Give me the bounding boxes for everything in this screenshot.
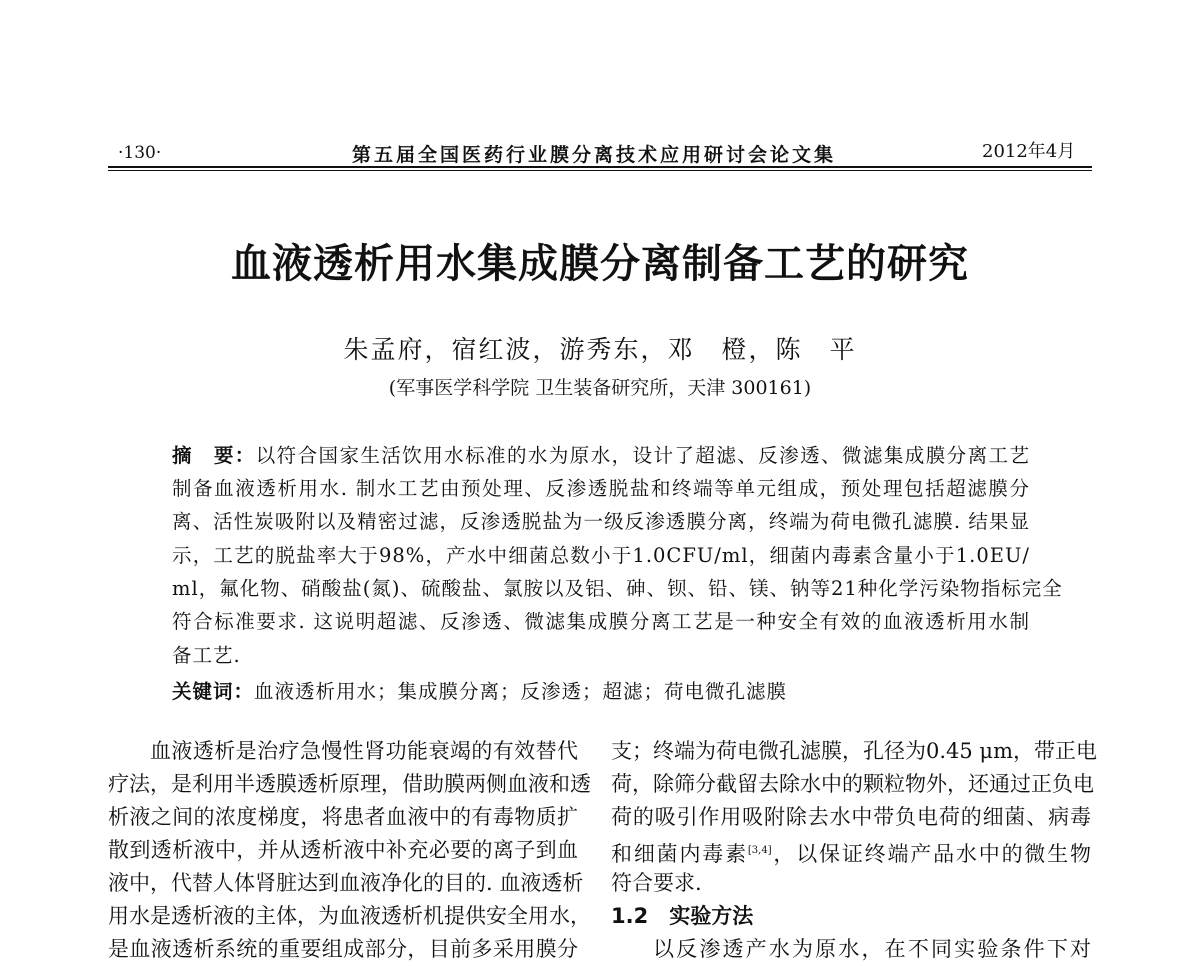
body-line: 液中，代替人体肾脏达到血液净化的目的. 血液透析 — [108, 871, 584, 895]
body-line: 散到透析液中，并从透析液中补充必要的离子到血 — [108, 838, 578, 862]
body-text: ，以保证终端产品水中的微生物 — [771, 842, 1092, 866]
abstract-line: 制备血液透析用水. 制水工艺由预处理、反渗透脱盐和终端等单元组成，预处理包括超滤膜分 — [172, 477, 1030, 500]
header-date: 2012年4月 — [982, 141, 1076, 162]
abstract-line: 示，工艺的脱盐率大于98%，产水中细菌总数小于1.0CFU/ml，细菌内毒素含量小于1.0EU/ — [172, 544, 1030, 567]
body-column-right — [611, 735, 1097, 966]
body-line: 荷，除筛分截留去除水中的颗粒物外，还通过正负电 — [611, 772, 1094, 796]
abstract-line: 符合标准要求. 这说明超滤、反渗透、微滤集成膜分离工艺是一种安全有效的血液透析用水制 — [172, 610, 1030, 633]
affiliation: (军事医学科学院 卫生装备研究所，天津 300161) — [388, 377, 812, 399]
keywords-label: 关键词： — [172, 680, 255, 703]
page-number: ·130· — [118, 143, 162, 163]
authors: 朱孟府，宿红波，游秀东，邓 橙，陈 平 — [343, 335, 857, 364]
citation-ref: [3,4] — [747, 845, 772, 856]
body-line — [611, 834, 1091, 867]
section-heading: 1.2 实验方法 — [611, 904, 754, 928]
header-rule — [108, 166, 1092, 171]
paper-title: 血液透析用水集成膜分离制备工艺的研究 — [231, 240, 969, 287]
body-line: 血液透析是治疗急慢性肾功能衰竭的有效替代 — [150, 739, 578, 763]
body-line: 用水是透析液的主体，为血液透析机提供安全用水， — [108, 904, 591, 928]
body-line: 疗法，是利用半透膜透析原理，借助膜两侧血液和透 — [108, 772, 591, 796]
body-line: 荷的吸引作用吸附除去水中带负电荷的细菌、病毒 — [611, 805, 1091, 829]
body-line: 析液之间的浓度梯度，将患者血液中的有毒物质扩 — [108, 805, 578, 829]
body-column-left — [108, 735, 591, 966]
abstract-label: 摘 要： — [172, 444, 256, 467]
body-line: 符合要求. — [611, 871, 702, 895]
abstract-line: ml，氟化物、硝酸盐(氮)、硫酸盐、氯胺以及铝、砷、钡、铅、镁、钠等21种化学污染物指标完全 — [172, 577, 1063, 600]
abstract-text: 以符合国家生活饮用水标准的水为原水，设计了超滤、反渗透、微滤集成膜分离工艺 — [255, 444, 1030, 467]
abstract-line — [172, 440, 1030, 468]
body-text: 和细菌内毒素 — [611, 842, 748, 866]
body-line: 是血液透析系统的重要组成部分，目前多采用膜分 — [108, 937, 578, 961]
abstract-line: 离、活性炭吸附以及精密过滤，反渗透脱盐为一级反渗透膜分离，终端为荷电微孔滤膜. 结果显 — [172, 510, 1030, 533]
body-line: 以反渗透产水为原水，在不同实验条件下对 — [653, 937, 1091, 961]
abstract-line: 备工艺. — [172, 644, 241, 667]
running-header: 第五届全国医药行业膜分离技术应用研讨会论文集 — [352, 144, 837, 166]
keywords — [172, 676, 1030, 704]
keywords-text: 血液透析用水；集成膜分离；反渗透；超滤；荷电微孔滤膜 — [254, 680, 788, 703]
body-line: 支；终端为荷电微孔滤膜，孔径为0.45 μm，带正电 — [611, 739, 1097, 763]
